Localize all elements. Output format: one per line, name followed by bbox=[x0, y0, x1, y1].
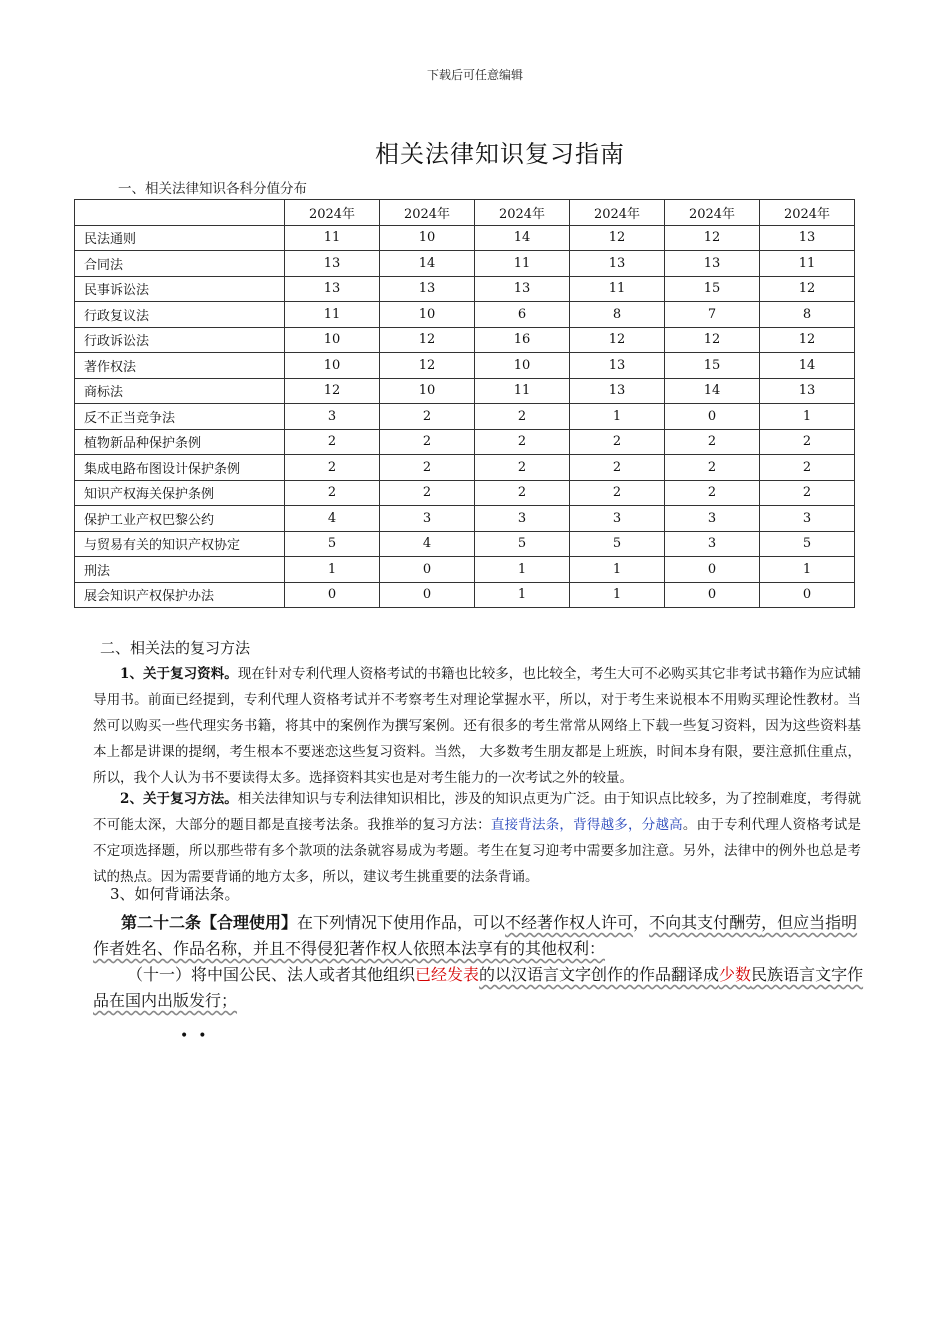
table-row bbox=[75, 506, 855, 532]
score-cell: 13 bbox=[285, 276, 380, 302]
article-lead: 第二十二条【合理使用】 bbox=[121, 913, 298, 932]
article-text: ，但应当指明作者姓名、作品名称，并且不得侵犯著作权人依照本法享有的其他权利： bbox=[93, 913, 858, 958]
score-cell: 3 bbox=[570, 506, 665, 532]
subject-cell: 商标法 bbox=[75, 378, 285, 404]
clause-text: 的以汉语言文字创作的作品翻译成 bbox=[479, 965, 720, 984]
paragraph-review-materials bbox=[93, 661, 861, 791]
score-cell: 3 bbox=[380, 506, 475, 532]
score-cell: 12 bbox=[570, 327, 665, 353]
table-row bbox=[75, 225, 855, 251]
score-cell: 3 bbox=[760, 506, 855, 532]
table-row bbox=[75, 251, 855, 277]
subject-cell: 民法通则 bbox=[75, 225, 285, 251]
score-cell: 2 bbox=[285, 480, 380, 506]
subject-cell: 保护工业产权巴黎公约 bbox=[75, 506, 285, 532]
score-cell: 3 bbox=[665, 506, 760, 532]
score-cell: 11 bbox=[285, 225, 380, 251]
score-cell: 5 bbox=[760, 531, 855, 557]
score-cell: 3 bbox=[475, 506, 570, 532]
red-text: 少数 bbox=[719, 965, 752, 984]
subject-cell: 民事诉讼法 bbox=[75, 276, 285, 302]
subject-cell: 合同法 bbox=[75, 251, 285, 277]
year-header: 2024年 bbox=[380, 200, 475, 226]
score-cell: 13 bbox=[475, 276, 570, 302]
score-cell: 13 bbox=[570, 251, 665, 277]
score-cell: 13 bbox=[665, 251, 760, 277]
score-cell: 2 bbox=[760, 480, 855, 506]
section1-heading: 一、相关法律知识各科分值分布 bbox=[118, 181, 307, 197]
score-cell: 0 bbox=[760, 582, 855, 608]
score-cell: 1 bbox=[760, 404, 855, 430]
score-cell: 2 bbox=[760, 429, 855, 455]
underlined-text: 不向其支付酬劳 bbox=[649, 913, 762, 932]
page-title: 相关法律知识复习指南 bbox=[375, 140, 625, 168]
score-cell: 2 bbox=[285, 455, 380, 481]
score-cell: 8 bbox=[570, 302, 665, 328]
year-header: 2024年 bbox=[665, 200, 760, 226]
score-cell: 13 bbox=[760, 378, 855, 404]
score-cell: 12 bbox=[760, 327, 855, 353]
score-cell: 1 bbox=[760, 557, 855, 583]
score-cell: 12 bbox=[760, 276, 855, 302]
paragraph-review-method bbox=[93, 786, 861, 890]
score-cell: 2 bbox=[285, 429, 380, 455]
table-body bbox=[75, 225, 855, 608]
score-cell: 12 bbox=[380, 353, 475, 379]
score-cell: 14 bbox=[475, 225, 570, 251]
score-cell: 10 bbox=[285, 353, 380, 379]
score-cell: 1 bbox=[475, 582, 570, 608]
score-cell: 11 bbox=[475, 378, 570, 404]
score-cell: 7 bbox=[665, 302, 760, 328]
paragraph-lead: 2、关于复习方法。 bbox=[120, 791, 238, 807]
score-cell: 2 bbox=[380, 404, 475, 430]
score-cell: 11 bbox=[760, 251, 855, 277]
score-cell: 12 bbox=[665, 225, 760, 251]
section2-heading: 二、相关法的复习方法 bbox=[100, 639, 251, 657]
red-text: 已经发表 bbox=[415, 965, 480, 984]
subject-cell: 植物新品种保护条例 bbox=[75, 429, 285, 455]
year-header: 2024年 bbox=[760, 200, 855, 226]
score-cell: 13 bbox=[570, 353, 665, 379]
score-cell: 1 bbox=[475, 557, 570, 583]
clause-text: （十一）将中国公民、法人或者其他组织 bbox=[127, 965, 416, 984]
table-row bbox=[75, 557, 855, 583]
score-cell: 12 bbox=[665, 327, 760, 353]
highlight-text: 直接背法条，背得越多，分越高 bbox=[490, 817, 683, 833]
table-row bbox=[75, 327, 855, 353]
score-cell: 8 bbox=[760, 302, 855, 328]
score-cell: 1 bbox=[570, 582, 665, 608]
score-cell: 6 bbox=[475, 302, 570, 328]
subject-cell: 知识产权海关保护条例 bbox=[75, 480, 285, 506]
article-text: ， bbox=[633, 913, 650, 932]
score-cell: 2 bbox=[380, 429, 475, 455]
clause-text: 民族语言文字作品在国内出版发行； bbox=[93, 965, 864, 1010]
score-cell: 0 bbox=[665, 404, 760, 430]
table-row bbox=[75, 531, 855, 557]
year-header: 2024年 bbox=[475, 200, 570, 226]
score-cell: 5 bbox=[285, 531, 380, 557]
score-cell: 13 bbox=[380, 276, 475, 302]
score-cell: 4 bbox=[380, 531, 475, 557]
score-cell: 0 bbox=[380, 557, 475, 583]
score-cell: 0 bbox=[380, 582, 475, 608]
score-cell: 10 bbox=[475, 353, 570, 379]
table-row bbox=[75, 302, 855, 328]
score-cell: 2 bbox=[665, 429, 760, 455]
score-cell: 12 bbox=[285, 378, 380, 404]
score-cell: 5 bbox=[475, 531, 570, 557]
table-row bbox=[75, 404, 855, 430]
score-cell: 14 bbox=[665, 378, 760, 404]
table-row bbox=[75, 455, 855, 481]
table-row bbox=[75, 429, 855, 455]
score-cell: 2 bbox=[570, 455, 665, 481]
score-cell: 12 bbox=[380, 327, 475, 353]
table-row bbox=[75, 378, 855, 404]
year-header: 2024年 bbox=[570, 200, 665, 226]
paragraph-lead: 1、关于复习资料。 bbox=[120, 666, 238, 682]
score-cell: 2 bbox=[760, 455, 855, 481]
score-cell: 1 bbox=[570, 404, 665, 430]
header-note: 下载后可任意编辑 bbox=[426, 68, 523, 82]
score-cell: 14 bbox=[380, 251, 475, 277]
table-row bbox=[75, 276, 855, 302]
score-cell: 0 bbox=[665, 557, 760, 583]
score-cell: 15 bbox=[665, 276, 760, 302]
subject-cell: 刑法 bbox=[75, 557, 285, 583]
score-table bbox=[74, 199, 855, 608]
score-cell: 3 bbox=[665, 531, 760, 557]
score-cell: 11 bbox=[285, 302, 380, 328]
score-cell: 3 bbox=[285, 404, 380, 430]
table-header-row bbox=[75, 200, 855, 226]
subject-cell: 与贸易有关的知识产权协定 bbox=[75, 531, 285, 557]
clause-11 bbox=[93, 962, 865, 1014]
score-cell: 0 bbox=[665, 582, 760, 608]
subject-cell: 著作权法 bbox=[75, 353, 285, 379]
score-cell: 2 bbox=[665, 480, 760, 506]
year-header: 2024年 bbox=[285, 200, 380, 226]
score-cell: 10 bbox=[380, 378, 475, 404]
score-cell: 5 bbox=[570, 531, 665, 557]
score-cell: 2 bbox=[380, 455, 475, 481]
score-cell: 2 bbox=[570, 429, 665, 455]
table-row bbox=[75, 480, 855, 506]
score-cell: 10 bbox=[380, 225, 475, 251]
score-cell: 13 bbox=[570, 378, 665, 404]
score-cell: 2 bbox=[475, 404, 570, 430]
table-row bbox=[75, 582, 855, 608]
paragraph-text: 相关法律知识与专利法律知识相比，涉及的知识点更为广泛。由于知识点比较多，为了控制难度，考得就不可能太深，大部分的题目都是直接考法条。我推举的复习方法： bbox=[93, 791, 861, 833]
subject-cell: 反不正当竞争法 bbox=[75, 404, 285, 430]
score-cell: 13 bbox=[760, 225, 855, 251]
score-cell: 14 bbox=[760, 353, 855, 379]
score-cell: 12 bbox=[570, 225, 665, 251]
subject-cell: 行政复议法 bbox=[75, 302, 285, 328]
score-cell: 2 bbox=[570, 480, 665, 506]
score-cell: 2 bbox=[475, 480, 570, 506]
score-cell: 2 bbox=[665, 455, 760, 481]
emphasis-dots: •• bbox=[180, 1028, 217, 1044]
score-cell: 10 bbox=[380, 302, 475, 328]
score-cell: 4 bbox=[285, 506, 380, 532]
score-cell: 15 bbox=[665, 353, 760, 379]
subject-cell: 展会知识产权保护办法 bbox=[75, 582, 285, 608]
subject-cell: 集成电路布图设计保护条例 bbox=[75, 455, 285, 481]
score-cell: 16 bbox=[475, 327, 570, 353]
article-22 bbox=[93, 910, 865, 962]
table-row bbox=[75, 353, 855, 379]
subject-cell: 行政诉讼法 bbox=[75, 327, 285, 353]
paragraph-text: 现在针对专利代理人资格考试的书籍也比较多，也比较全，考生大可不必购买其它非考试书籍作为应试辅导用书。前面已经提到，专利代理人资格考试并不考察考生对理论掌握水平，所以，对于考生来说根本不用购买理论性教材。当然可以购买一些代理实务书籍，将其中的案例作为撰写案例。还有很多的考生常常从网络上下载一些复习资料，因为这些资料基本上都是讲课的提纲，考生根本不要迷恋这些复习资料。当然， 大多数考生朋友都是上班族，时间本身有限，要注意抓住重点，所以，我个人认为书不要读得太多。选择资料其实也是对考生能力的一次考试之外的较量。 bbox=[93, 666, 861, 786]
score-cell: 2 bbox=[380, 480, 475, 506]
article-text: 在下列情况下使用作品，可以 bbox=[297, 913, 506, 932]
score-cell: 2 bbox=[475, 455, 570, 481]
score-cell: 1 bbox=[285, 557, 380, 583]
score-cell: 11 bbox=[475, 251, 570, 277]
score-cell: 0 bbox=[285, 582, 380, 608]
section3-heading: 3、如何背诵法条。 bbox=[110, 885, 240, 903]
score-cell: 10 bbox=[285, 327, 380, 353]
underlined-text: 不经著作权人许可 bbox=[505, 913, 634, 932]
score-cell: 1 bbox=[570, 557, 665, 583]
header-blank-cell bbox=[75, 200, 285, 226]
score-cell: 11 bbox=[570, 276, 665, 302]
score-cell: 13 bbox=[285, 251, 380, 277]
score-cell: 2 bbox=[475, 429, 570, 455]
paragraph-text: 。由于专利代理人资格考试是不定项选择题，所以那些带有多个款项的法条就容易成为考题。考生在复习迎考中需要多加注意。另外，法律中的例外也总是考试的热点。因为需要背诵的地方太多，所以，建议考生挑重要的法条背诵。 bbox=[93, 817, 862, 885]
